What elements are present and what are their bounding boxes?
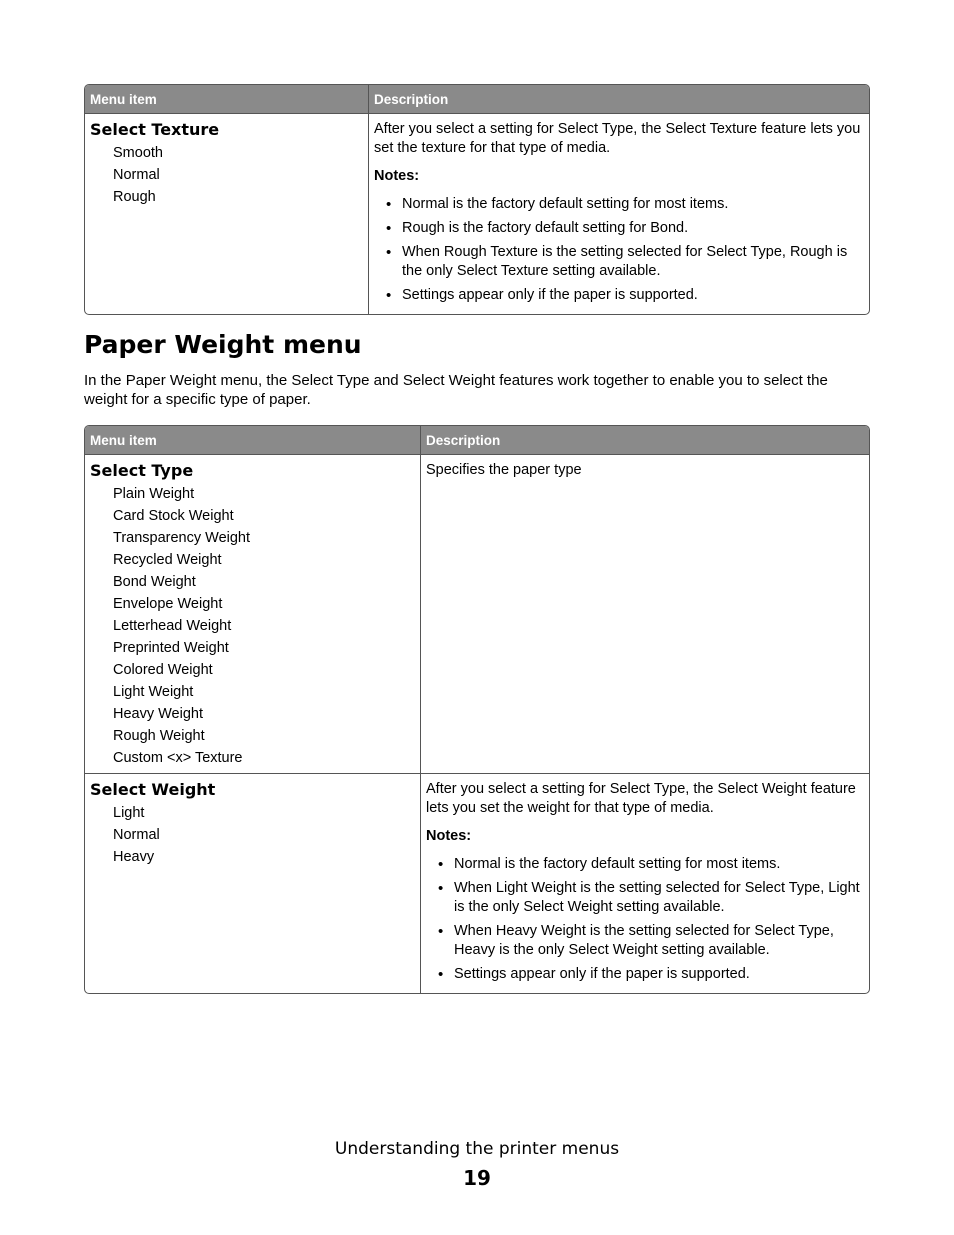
menu-option: Preprinted Weight	[113, 640, 229, 656]
header-menu-item: Menu item	[85, 85, 369, 113]
header-description: Description	[374, 91, 449, 107]
menu-option: Plain Weight	[113, 486, 195, 502]
page-number: 19	[463, 1166, 491, 1190]
select-texture-table	[84, 84, 870, 315]
menu-option: Normal	[113, 827, 160, 843]
table-row	[85, 773, 869, 993]
note-item: • Normal is the factory default setting for most items.	[426, 855, 864, 874]
menu-item-cell	[85, 774, 421, 993]
section-title: Paper Weight menu	[84, 330, 362, 359]
table-row	[85, 114, 869, 314]
note-item: • When Heavy Weight is the setting selected for Select Type, Heavy is the only Select Weight setting available.	[426, 922, 864, 960]
description-cell	[369, 114, 869, 314]
menu-option: Light Weight	[113, 684, 194, 700]
menu-item-title: Select Texture	[90, 120, 220, 139]
menu-option: Letterhead Weight	[113, 618, 232, 634]
menu-option: Smooth	[113, 145, 163, 161]
menu-option: Recycled Weight	[113, 552, 222, 568]
menu-item-cell	[85, 114, 369, 314]
footer-chapter-title: Understanding the printer menus	[334, 1139, 620, 1159]
header-description: Description	[426, 432, 501, 448]
paper-weight-table	[84, 425, 870, 994]
menu-item-cell	[85, 455, 421, 773]
note-item: • When Light Weight is the setting selected for Select Type, Light is the only Select Weight setting available.	[426, 879, 864, 917]
note-item: • Settings appear only if the paper is supported.	[374, 286, 864, 305]
description-text: Specifies the paper type	[426, 462, 582, 478]
menu-item-title: Select Weight	[90, 780, 216, 799]
menu-option: Light	[113, 805, 145, 821]
menu-option: Bond Weight	[113, 574, 196, 590]
menu-option: Rough Weight	[113, 728, 205, 744]
menu-option: Transparency Weight	[113, 530, 251, 546]
table-header	[85, 426, 869, 455]
menu-option: Card Stock Weight	[113, 508, 234, 524]
table-row	[85, 455, 869, 773]
menu-option: Rough	[113, 189, 156, 205]
description-text: After you select a setting for Select Type, the Select Texture feature lets you set the texture for that type of media.	[374, 121, 861, 156]
notes-label: Notes:	[426, 828, 472, 844]
menu-option: Colored Weight	[113, 662, 213, 678]
note-item: • Normal is the factory default setting for most items.	[374, 195, 864, 214]
description-cell	[421, 774, 869, 993]
notes-list	[374, 195, 864, 305]
menu-item-title: Select Type	[90, 461, 194, 480]
note-item: • When Rough Texture is the setting selected for Select Type, Rough is the only Select Texture setting available.	[374, 243, 864, 281]
description-text: After you select a setting for Select Type, the Select Weight feature lets you set the weight for that type of media.	[426, 781, 856, 816]
menu-option: Normal	[113, 167, 160, 183]
notes-list	[426, 855, 864, 984]
menu-option: Heavy Weight	[113, 706, 203, 722]
menu-option: Custom <x> Texture	[113, 750, 243, 766]
note-item: • Settings appear only if the paper is supported.	[426, 965, 864, 984]
note-item: • Rough is the factory default setting for Bond.	[374, 219, 864, 238]
notes-label: Notes:	[374, 168, 420, 184]
section-intro: In the Paper Weight menu, the Select Type and Select Weight features work together to enable you to select the weight for a specific type of paper.	[84, 372, 828, 408]
description-cell	[421, 455, 869, 773]
table-header	[85, 85, 869, 114]
menu-option: Envelope Weight	[113, 596, 223, 612]
menu-option: Heavy	[113, 849, 155, 865]
header-menu-item: Menu item	[85, 426, 421, 454]
